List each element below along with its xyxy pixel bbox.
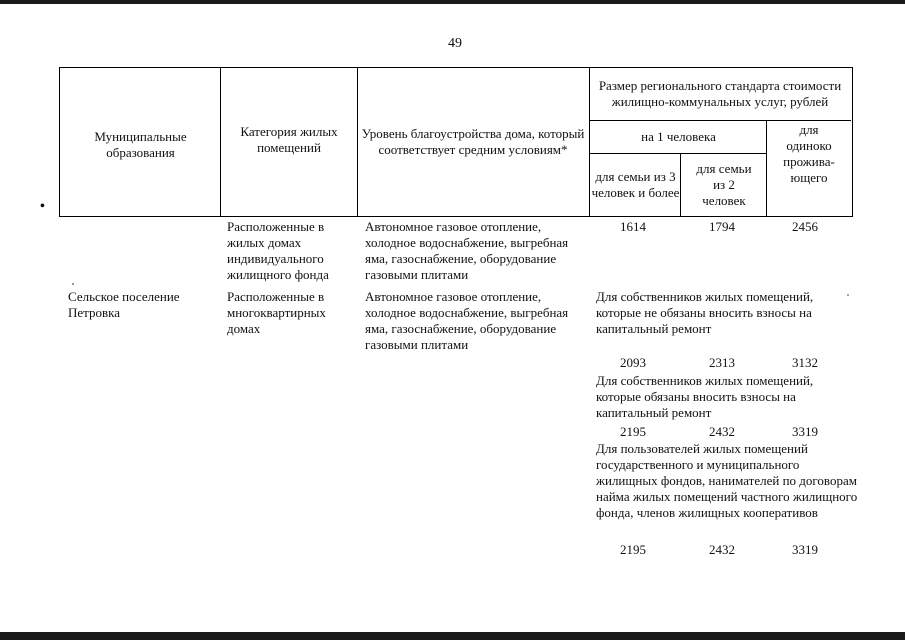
group1-family2-value: 2313 (709, 355, 735, 370)
margin-mark: • (40, 199, 45, 214)
group2-label: Для собственников жилых помещений, которые обязаны вносить взносы на капитальный ремонт (596, 373, 814, 420)
scan-speck (847, 294, 849, 296)
row-divider (590, 153, 767, 154)
header-per-person (592, 122, 765, 152)
header-family3 (591, 158, 680, 212)
header-single (768, 122, 850, 192)
row1-family2-value: 1794 (709, 219, 735, 234)
row1-category: Расположенные в жилых домах индивидуального жилищного фонда (227, 219, 329, 282)
header-single-text: для одиноко прожива-ющего (783, 122, 835, 185)
scan-top-border (0, 0, 905, 4)
page-number: 49 (448, 36, 462, 51)
row2-amenities: Автономное газовое отопление, холодное водоснабжение, выгребная яма, газоснабжение, оборудование газовыми плитами (365, 289, 569, 352)
header-municipality-text: Муниципальные образования (94, 129, 187, 160)
municipality-name: Сельское поселение Петровка (68, 289, 180, 320)
group1-single-value: 3132 (792, 355, 818, 370)
group2-single-value: 3319 (792, 424, 818, 439)
row1-family3-value: 1614 (620, 219, 646, 234)
scan-bottom-border (0, 632, 905, 640)
group3-family2-value: 2432 (709, 542, 735, 557)
header-family2-text: для семьи из 2 человек (696, 161, 752, 208)
row2-category: Расположенные в многоквартирных домах (227, 289, 326, 336)
group3-single-value: 3319 (792, 542, 818, 557)
group2-family2-value: 2432 (709, 424, 735, 439)
group1-label: Для собственников жилых помещений, которые не обязаны вносить взносы на капитальный ремонт (596, 289, 814, 336)
row1-single-value: 2456 (792, 219, 818, 234)
group3-label: Для пользователей жилых помещений государственного и муниципального жилищных фондов, нанимателей по договорам найма жилых помещений частного жилищного фонда, членов жилищных кооперативов (596, 441, 858, 520)
column-divider (220, 67, 221, 217)
column-divider (589, 67, 590, 217)
header-amenities (360, 109, 586, 175)
header-per-person-text: на 1 человека (641, 129, 716, 144)
row1-amenities: Автономное газовое отопление, холодное водоснабжение, выгребная яма, газоснабжение, оборудование газовыми плитами (365, 219, 569, 282)
header-family3-text: для семьи из 3 человек и более (591, 169, 680, 200)
header-category-text: Категория жилых помещений (240, 124, 338, 155)
column-divider (680, 153, 681, 217)
scan-speck (72, 283, 74, 285)
header-amenities-text: Уровень благоустройства дома, который соответствует средним условиям* (361, 126, 585, 157)
header-category (224, 120, 354, 160)
header-standard-text: Размер регионального стандарта стоимости жилищно-коммунальных услуг, рублей (598, 78, 842, 109)
group1-family3-value: 2093 (620, 355, 646, 370)
group2-family3-value: 2195 (620, 424, 646, 439)
row-divider (590, 120, 851, 121)
header-family2 (682, 158, 766, 212)
column-divider (766, 120, 767, 217)
header-standard (592, 70, 848, 118)
header-municipality (62, 125, 219, 165)
column-divider (357, 67, 358, 217)
group3-family3-value: 2195 (620, 542, 646, 557)
